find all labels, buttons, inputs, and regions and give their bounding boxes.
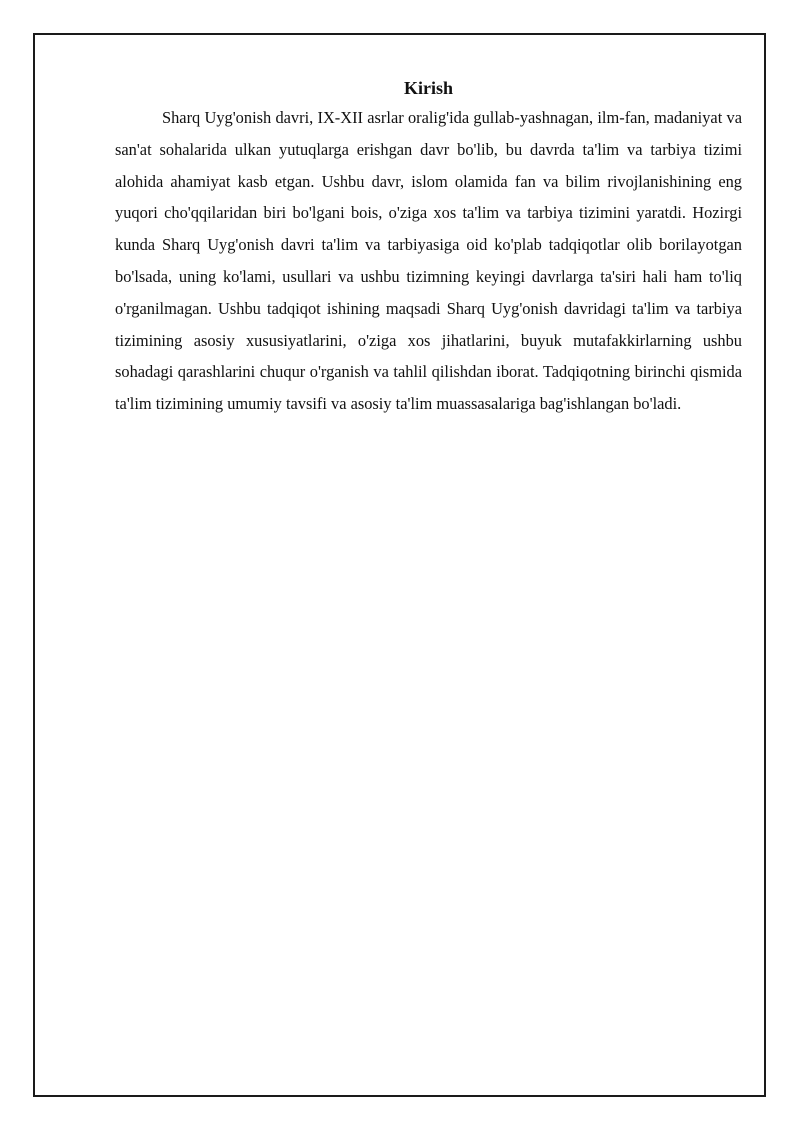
document-title: Kirish	[403, 78, 453, 98]
document-body	[115, 74, 742, 420]
intro-paragraph: Sharq Uyg'onish davri, IX-XII asrlar oralig'ida gullab-yashnagan, ilm-fan, madaniyat va san'at sohalarida ulkan yutuqlarga erishgan davr bo'lib, bu davrda ta'lim va tarbiya tizimi alohida ahamiyat kasb etgan. Ushbu davr, islom olamida fan va bilim rivojlanishining eng yuqori cho'qqilaridan biri bo'lgani bois, o'ziga xos ta'lim va tarbiya tizimini yaratdi. Hozirgi kunda Sharq Uyg'onish davri ta'lim va tarbiyasiga oid ko'plab tadqiqotlar olib borilayotgan bo'lsada, uning ko'lami, usullari va ushbu tizimning keyingi davrlarga ta'siri hali ham to'liq o'rganilmagan. Ushbu tadqiqot ishining maqsadi Sharq Uyg'onish davridagi ta'lim va tarbiya tizimining asosiy xususiyatlarini, o'ziga xos jihatlarini, buyuk mutafakkirlarning ushbu sohadagi qarashlarini chuqur o'rganish va tahlil qilishdan iborat. Tadqiqotning birinchi qismida ta'lim tizimining umumiy tavsifi va asosiy ta'lim muassasalariga bag'ishlangan bo'ladi.	[115, 108, 742, 414]
